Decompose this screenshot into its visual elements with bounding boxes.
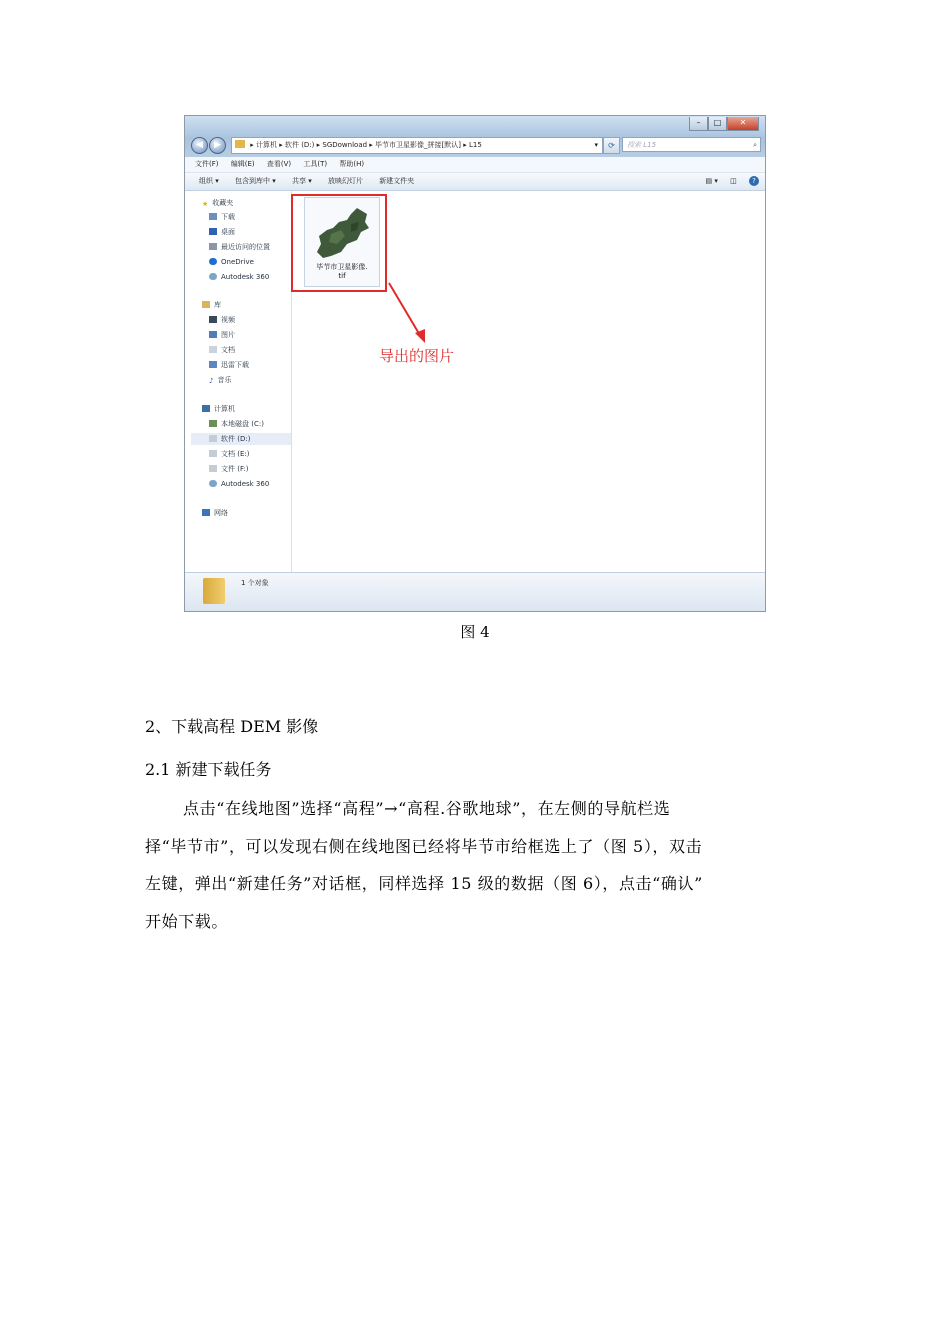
- figure-caption: 图 4: [460, 623, 490, 641]
- nav-item-onedrive[interactable]: OneDrive: [209, 256, 254, 268]
- menu-edit[interactable]: 编辑(E): [230, 160, 255, 168]
- highlight-box: [291, 194, 387, 292]
- file-name: 毕节市卫星影像. tif: [316, 263, 368, 280]
- breadcrumb-l15[interactable]: L15: [469, 141, 482, 149]
- video-icon: [209, 316, 217, 323]
- nav-item-drive-f[interactable]: 文件 (F:): [209, 463, 249, 475]
- breadcrumb-sgdownload[interactable]: SGDownload: [322, 141, 368, 149]
- navigation-pane: [185, 191, 292, 573]
- annotation-arrow-icon: [385, 281, 435, 351]
- nav-library[interactable]: 库: [202, 299, 221, 311]
- menu-view[interactable]: 查看(V): [266, 160, 292, 168]
- chevron-down-icon[interactable]: ▾: [594, 141, 598, 149]
- search-input[interactable]: 搜索 L15 ⌕: [622, 137, 761, 152]
- breadcrumb-folder[interactable]: 毕节市卫星影像_拼接[默认]: [375, 141, 462, 149]
- drive-icon: [209, 435, 217, 442]
- minimize-button[interactable]: –: [689, 117, 708, 131]
- body-paragraph: [145, 790, 809, 940]
- recent-places-icon: [209, 243, 217, 250]
- menu-help[interactable]: 帮助(H): [339, 160, 365, 168]
- nav-item-downloads[interactable]: 下载: [209, 211, 235, 223]
- nav-item-drive-d[interactable]: 软件 (D:): [191, 433, 291, 445]
- menu-file[interactable]: 文件(F): [195, 160, 219, 168]
- maximize-button[interactable]: □: [708, 117, 727, 131]
- nav-item-autodesk[interactable]: Autodesk 360: [209, 271, 269, 283]
- status-bar: [185, 572, 765, 611]
- folder-icon: [203, 578, 225, 604]
- nav-item-drive-c[interactable]: 本地磁盘 (C:): [209, 418, 264, 430]
- library-icon: [202, 301, 210, 308]
- music-icon: ♪: [209, 377, 214, 385]
- document-icon: [209, 346, 217, 353]
- nav-item-recent[interactable]: 最近访问的位置: [209, 241, 270, 253]
- breadcrumb-drive-d[interactable]: 软件 (D:): [284, 141, 315, 149]
- drive-icon: [209, 420, 217, 427]
- nav-item-videos[interactable]: 视频: [209, 314, 235, 326]
- forward-button[interactable]: ▶: [209, 137, 226, 154]
- paragraph-line: 开始下载。: [145, 911, 229, 931]
- slideshow-button[interactable]: 放映幻灯片: [327, 177, 363, 185]
- explorer-screenshot: [184, 115, 766, 612]
- picture-icon: [209, 331, 217, 338]
- subsection-heading: 2.1 新建下载任务: [145, 760, 272, 779]
- nav-network[interactable]: 网络: [202, 507, 228, 519]
- drive-icon: [209, 450, 217, 457]
- computer-icon: [202, 405, 210, 412]
- include-in-library-button[interactable]: 包含到库中 ▾: [234, 177, 276, 185]
- nav-item-documents[interactable]: 文档: [209, 344, 235, 356]
- nav-item-music[interactable]: ♪ 音乐: [209, 376, 232, 385]
- cloud-icon: [209, 258, 217, 265]
- command-toolbar: [185, 173, 765, 191]
- address-bar[interactable]: ▸ 计算机 ▸ 软件 (D:) ▸ SGDownload ▸ 毕节市卫星影像_拼接[默认] ▸ L15 ▾: [231, 137, 603, 154]
- network-icon: [202, 509, 210, 516]
- menu-tools[interactable]: 工具(T): [303, 160, 328, 168]
- back-button[interactable]: ◀: [191, 137, 208, 154]
- nav-favorites[interactable]: ★ 收藏夹: [202, 199, 234, 208]
- close-button[interactable]: ✕: [727, 117, 759, 131]
- nav-computer[interactable]: 计算机: [202, 403, 235, 415]
- autodesk-icon: [209, 273, 217, 280]
- view-options-icon[interactable]: ▤ ▾: [705, 177, 718, 185]
- nav-item-desktop[interactable]: 桌面: [209, 226, 235, 238]
- refresh-button[interactable]: ⟳: [603, 137, 620, 154]
- paragraph-line: 点击“在线地图”选择“高程”→“高程.谷歌地球”，在左侧的导航栏选: [183, 799, 671, 818]
- window-titlebar: [185, 116, 765, 157]
- download-folder-icon: [209, 361, 217, 368]
- autodesk-icon: [209, 480, 217, 487]
- folder-icon: [235, 140, 245, 148]
- address-row: [189, 136, 761, 154]
- preview-pane-icon[interactable]: ◫: [730, 177, 737, 185]
- breadcrumb-computer[interactable]: 计算机: [255, 141, 277, 149]
- nav-item-thunder[interactable]: 迅雷下载: [209, 359, 249, 371]
- download-icon: [209, 213, 217, 220]
- annotation-label: 导出的图片: [379, 347, 455, 365]
- desktop-icon: [209, 228, 217, 235]
- search-icon: ⌕: [753, 141, 757, 149]
- paragraph-line: 择“毕节市”，可以发现右侧在线地图已经将毕节市给框选上了（图 5），双击: [145, 836, 703, 856]
- nav-item-drive-e[interactable]: 文档 (E:): [209, 448, 249, 460]
- organize-button[interactable]: 组织 ▾: [199, 177, 219, 185]
- drive-icon: [209, 465, 217, 472]
- menu-bar: [185, 157, 765, 173]
- window-controls: [689, 117, 759, 131]
- nav-item-pictures[interactable]: 图片: [209, 329, 235, 341]
- nav-item-autodesk-2[interactable]: Autodesk 360: [209, 478, 269, 490]
- help-icon[interactable]: ?: [749, 176, 759, 186]
- new-folder-button[interactable]: 新建文件夹: [379, 177, 415, 185]
- paragraph-line: 左键，弹出“新建任务”对话框，同样选择 15 级的数据（图 6），点击“确认”: [145, 874, 703, 893]
- section-heading: 2、下载高程 DEM 影像: [145, 717, 319, 736]
- item-count: 1 个对象: [241, 579, 269, 587]
- share-button[interactable]: 共享 ▾: [291, 177, 312, 185]
